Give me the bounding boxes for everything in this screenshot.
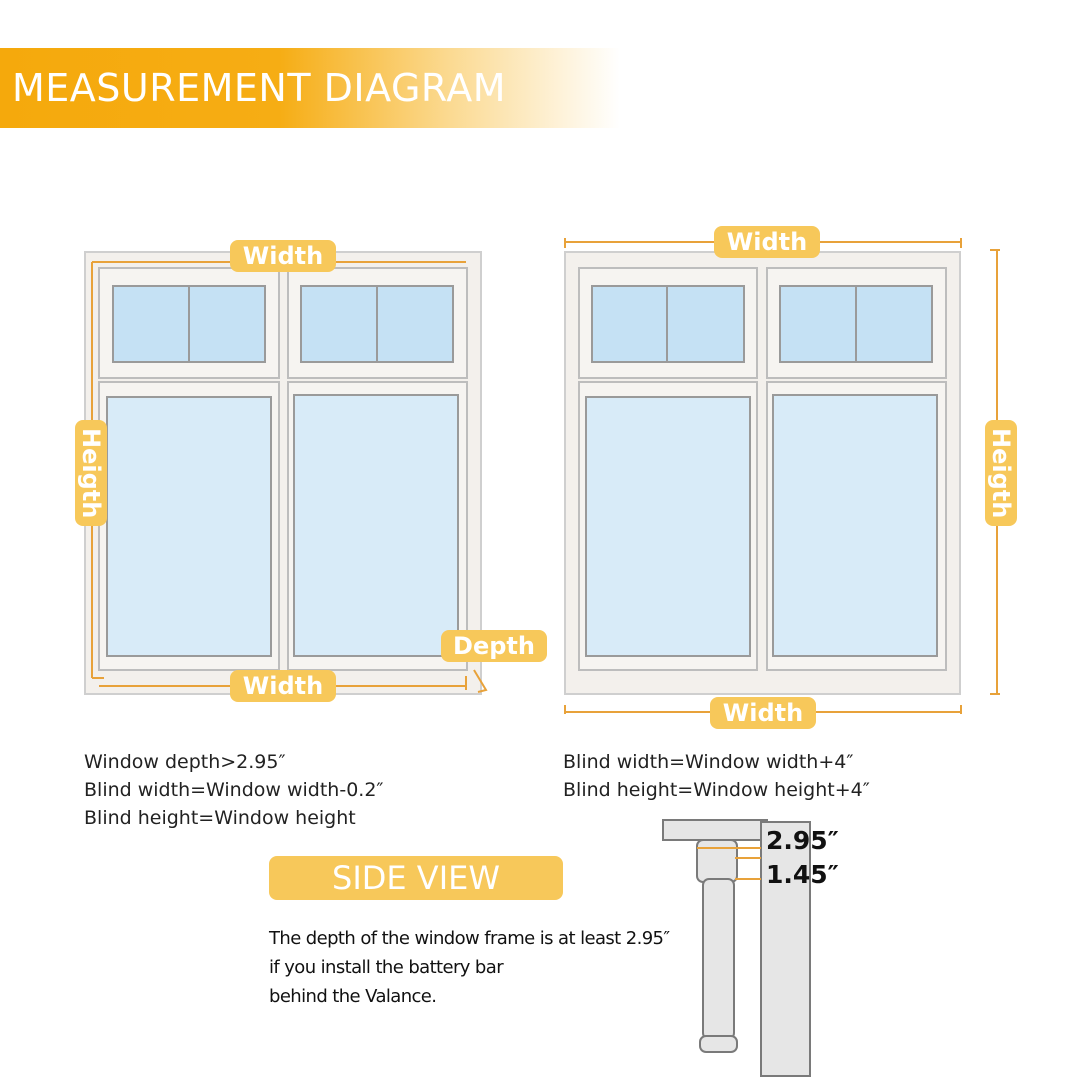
side-view-title: SIDE VIEW bbox=[269, 856, 563, 900]
outside-note-height: Blind height=Window height+4″ bbox=[563, 779, 870, 801]
outside-width-top-label: Width bbox=[714, 226, 820, 258]
outside-width-bottom-label: Width bbox=[710, 697, 816, 729]
inside-mount-notes bbox=[84, 748, 384, 832]
side-view-line-3: behind the Valance. bbox=[269, 986, 437, 1007]
inside-height-label: Heigth bbox=[75, 420, 107, 526]
side-view-drawing bbox=[663, 820, 810, 1076]
inside-depth-label: Depth bbox=[441, 630, 547, 662]
outside-mount-notes bbox=[563, 748, 870, 804]
side-view-line-2: if you install the battery bar bbox=[269, 957, 503, 978]
side-view-line-1: The depth of the window frame is at least 2.95″ bbox=[269, 928, 670, 949]
inside-mount-window bbox=[85, 252, 486, 694]
outside-note-width: Blind width=Window width+4″ bbox=[563, 751, 854, 773]
inside-width-top-label: Width bbox=[230, 240, 336, 272]
side-view-description bbox=[269, 924, 670, 1011]
page-title: MEASUREMENT DIAGRAM bbox=[12, 66, 507, 110]
outside-height-label: Heigth bbox=[985, 420, 1017, 526]
side-view-dim-bottom: 1.45″ bbox=[766, 860, 839, 889]
side-view-dim-top: 2.95″ bbox=[766, 826, 839, 855]
inside-note-width: Blind width=Window width-0.2″ bbox=[84, 779, 384, 801]
inside-note-depth: Window depth>2.95″ bbox=[84, 751, 286, 773]
inside-note-height: Blind height=Window height bbox=[84, 807, 356, 829]
inside-width-bottom-label: Width bbox=[230, 670, 336, 702]
outside-mount-window bbox=[565, 238, 1000, 714]
